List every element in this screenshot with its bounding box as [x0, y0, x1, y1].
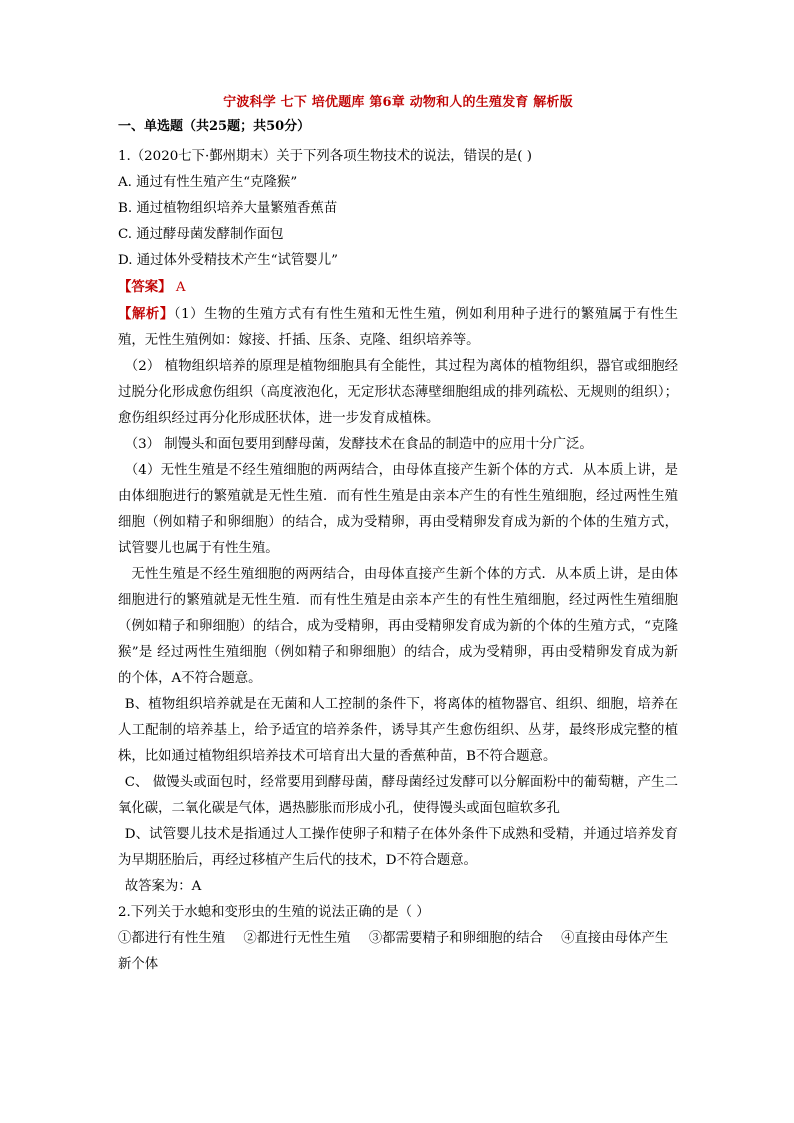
question-1-option-a: A. 通过有性生殖产生“克隆猴”	[118, 175, 298, 190]
analysis-paragraph-6: B、植物组织培养就是在无菌和人工控制的条件下，将离体的植物器官、组织、细胞，培养在人工配制的培养基上，给予适宜的培养条件，诱导其产生愈伤组织、丛芽，最终形成完整的植株，比如通过植物组织培养技术可培育出大量的香蕉种苗，B不符合题意。	[118, 697, 678, 764]
document-page	[118, 94, 678, 978]
question-2-choice-3: ③都需要精子和卵细胞的结合	[368, 931, 543, 946]
question-2-stem: 2.下列关于水螅和变形虫的生殖的说法正确的是（ ）	[118, 905, 430, 920]
question-2-choice-4: ④直接由母体产生新个体	[118, 931, 669, 972]
analysis-paragraph-1	[118, 301, 678, 354]
section-heading: 一、单选题（共25题；共50分）	[118, 119, 311, 134]
question-1-option-d: D. 通过体外受精技术产生“试管婴儿”	[118, 253, 338, 268]
analysis-paragraph-8: D、试管婴儿技术是指通过人工操作使卵子和精子在体外条件下成熟和受精，并通过培养发育为早期胚胎后，再经过移植产生后代的技术，D不符合题意。	[118, 827, 678, 868]
question-1-final-answer: 故答案为：A	[124, 879, 202, 894]
analysis-paragraph-5: 无性生殖是不经生殖细胞的两两结合，由母体直接产生新个体的方式．从本质上讲，是由体细胞进行的繁殖就是无性生殖．而有性生殖是由亲本产生的有性生殖细胞，经过两性生殖细胞（例如精子和卵细胞）的结合，成为受精卵，再由受精卵发育成为新的个体的生殖方式，“克隆猴”是 经过两性生殖细胞（例如精子和卵细胞）的结合，成为受精卵，再由受精卵发育成为新的个体，A不符合题意。	[118, 567, 678, 686]
analysis-tag: 【解析】	[118, 306, 174, 322]
analysis-paragraph-3: （3） 制馒头和面包要用到酵母菌，发酵技术在食品的制造中的应用十分广泛。	[124, 437, 593, 452]
question-1-answer	[118, 274, 678, 301]
question-1-option-c: C. 通过酵母菌发酵制作面包	[118, 227, 284, 242]
document-title: 宁波科学 七下 培优题库 第6章 动物和人的生殖发育 解析版	[223, 95, 573, 110]
analysis-paragraph-7: C、 做馒头或面包时，经常要用到酵母菌，酵母菌经过发酵可以分解面粉中的葡萄糖，产生二氧化碳，二氧化碳是气体，遇热膨胀而形成小孔，使得馒头或面包暄软多孔	[118, 775, 678, 816]
analysis-paragraph-4: （4）无性生殖是不经生殖细胞的两两结合，由母体直接产生新个体的方式．从本质上讲，是由体细胞进行的繁殖就是无性生殖．而有性生殖是由亲本产生的有性生殖细胞，经过两性生殖细胞（例如精子和卵细胞）的结合，成为受精卵，再由受精卵发育成为新的个体的生殖方式，试管婴儿也属于有性生殖。	[118, 463, 678, 556]
question-2-choices	[118, 926, 678, 978]
answer-value: A	[171, 280, 186, 295]
question-2-choice-1: ①都进行有性生殖	[118, 931, 226, 946]
question-1-option-b: B. 通过植物组织培养大量繁殖香蕉苗	[118, 201, 338, 216]
analysis-text-1: （1）生物的生殖方式有有性生殖和无性生殖，例如利用种子进行的繁殖属于有性生殖，无性生殖例如：嫁接、扦插、压条、克隆、组织培养等。	[118, 307, 678, 348]
question-1-stem: 1.（2020七下·鄞州期末）关于下列各项生物技术的说法，错误的是( )	[118, 149, 532, 164]
analysis-paragraph-2: （2） 植物组织培养的原理是植物细胞具有全能性，其过程为离体的植物组织，器官或细胞经过脱分化形成愈伤组织（高度液泡化，无定形状态薄壁细胞组成的排列疏松、无规则的组织）；愈伤组织经过再分化形成胚状体，进一步发育成植株。	[118, 359, 678, 426]
answer-tag: 【答案】	[118, 279, 172, 295]
question-2-choice-2: ②都进行无性生殖	[243, 931, 351, 946]
